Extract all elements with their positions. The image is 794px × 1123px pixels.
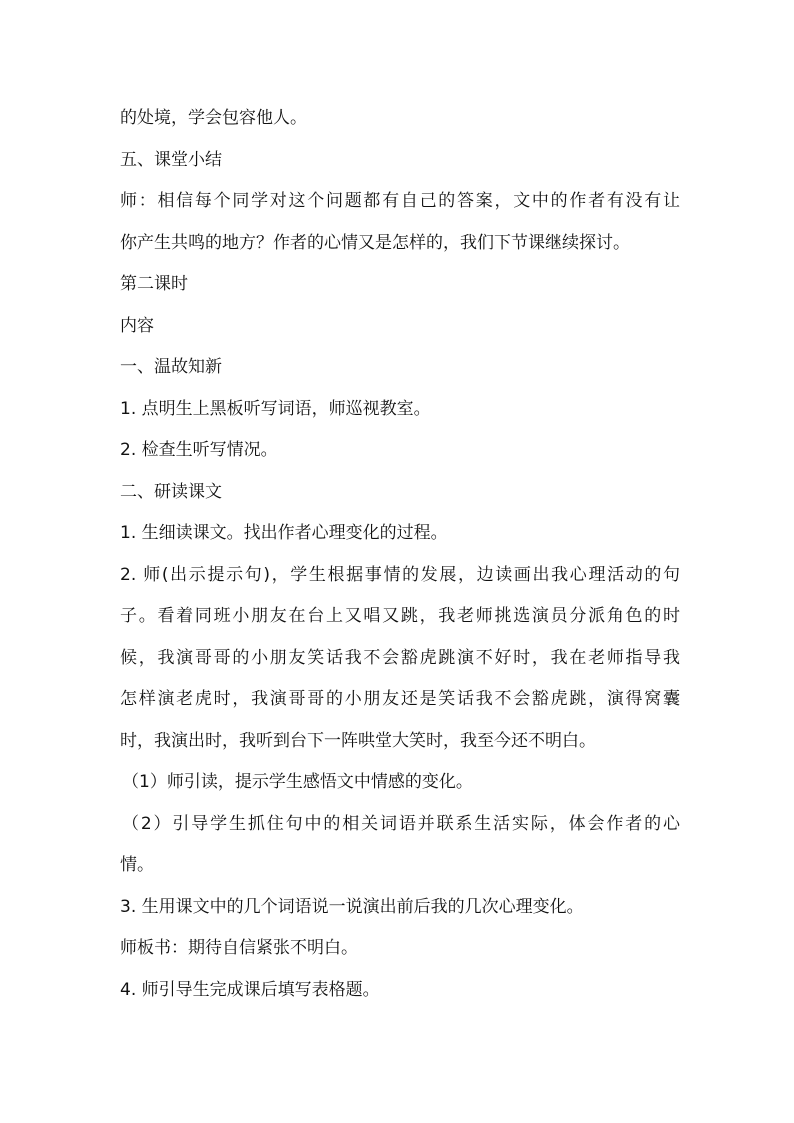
paragraph-line: 情。 — [120, 855, 154, 875]
list-item: 4. 师引导生完成课后填写表格题。 — [120, 979, 380, 1000]
section-heading: 二、研读课文 — [120, 481, 222, 502]
paragraph-line: 的处境，学会包容他人。 — [120, 108, 307, 128]
list-item: 1. 点明生上黑板听写词语，师巡视教室。 — [120, 398, 431, 419]
paragraph-line: 怎样演老虎时，我演哥哥的小朋友还是笑话我不会豁虎跳，演得窝囊 — [120, 689, 680, 709]
section-heading: 五、课堂小结 — [120, 149, 222, 170]
document-body — [120, 98, 680, 1011]
paragraph-line: 你产生共鸣的地方？作者的心情又是怎样的，我们下节课继续探讨。 — [120, 232, 630, 253]
lesson-heading: 第二课时 — [120, 274, 188, 294]
paragraph-line: 子。看着同班小朋友在台上又唱又跳，我老师挑选演员分派角色的时 — [120, 606, 680, 626]
list-item: 3. 生用课文中的几个词语说一说演出前后我的几次心理变化。 — [120, 896, 584, 917]
section-heading: 一、温故知新 — [120, 357, 222, 377]
paragraph-line: 候，我演哥哥的小朋友笑话我不会豁虎跳演不好时，我在老师指导我 — [120, 647, 680, 668]
paragraph-line: 时，我演出时，我听到台下一阵哄堂大笑时，我至今还不明白。 — [120, 730, 596, 751]
sub-list-item: （2）引导学生抓住句中的相关词语并联系生活实际，体会作者的心 — [122, 813, 680, 834]
list-item: 1. 生细读课文。找出作者心理变化的过程。 — [120, 523, 448, 543]
content-heading: 内容 — [120, 315, 154, 336]
list-item: 2. 检查生听写情况。 — [120, 440, 278, 460]
list-item: 2. 师(出示提示句)，学生根据事情的发展，边读画出我心理活动的句 — [120, 564, 680, 585]
board-notes: 师板书：期待自信紧张不明白。 — [120, 938, 358, 958]
paragraph-line: 师：相信每个同学对这个问题都有自己的答案，文中的作者有没有让 — [120, 191, 680, 211]
sub-list-item: （1）师引读，提示学生感悟文中情感的变化。 — [122, 772, 473, 792]
